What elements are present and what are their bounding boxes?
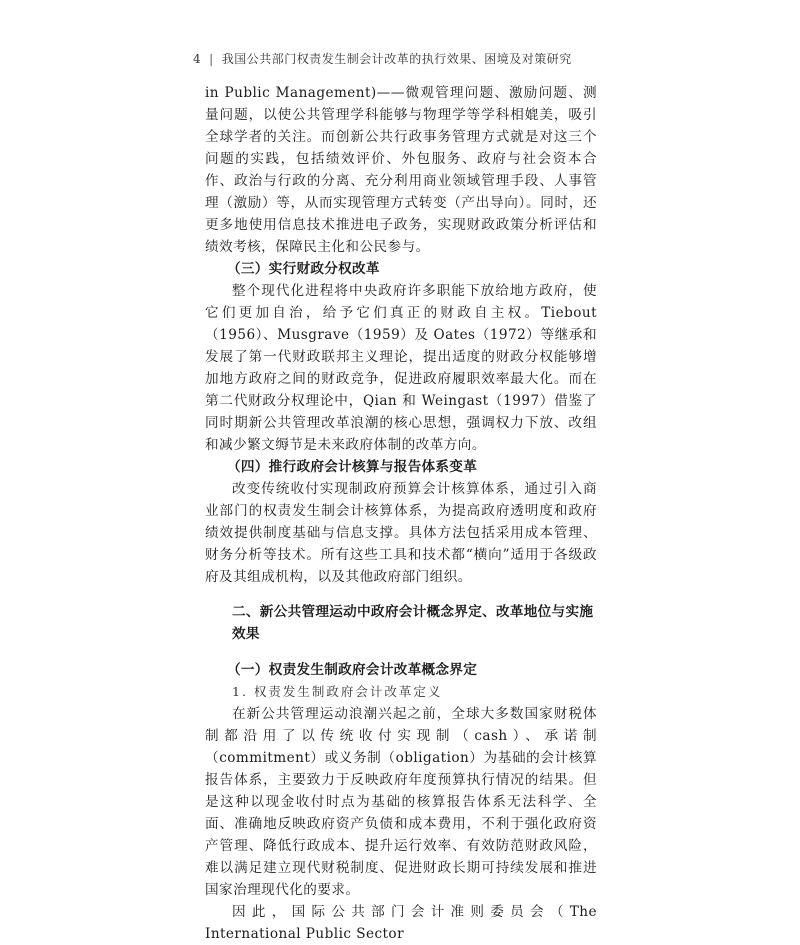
heading-accounting-reform: （四）推行政府会计核算与报告体系变革	[227, 459, 478, 475]
body-text	[205, 82, 597, 945]
heading-concept-definition: （一）权责发生制政府会计改革概念界定	[227, 662, 478, 678]
heading-fiscal-decentralization: （三）实行财政分权改革	[227, 261, 380, 277]
page-number: 4	[193, 52, 202, 66]
paragraph-accounting: 改变传统收付实现制政府预算会计核算体系，通过引入商业部门的权责发生制会计核算体系，为提高政府透明度和政府绩效提供制度基础与信息支撑。具体方法包括采用成本管理、财务分析等技术。所有这些工具和技术都“横向”适用于各级政府及其组成机构，以及其他政府部门组织。	[205, 481, 597, 585]
paragraph-ipsasb: 因此，国际公共部门会计准则委员会（The International Public Sector	[205, 904, 597, 942]
subheading-definition: 1. 权责发生制政府会计改革定义	[232, 684, 443, 699]
paragraph-definition: 在新公共管理运动浪潮兴起之前，全球大多数国家财税体制都沿用了以传统收付实现制（cash）、承诺制（commitment）或义务制（obligation）为基础的会计核算报告体系，主要致力于反映政府年度预算执行情况的结果。但是这种以现金收付时点为基础的核算报告体系无法科学、全面、准确地反映政府资产负债和成本费用，不利于强化政府资产管理、降低行政成本、提升运行效率、有效防范财政风险，难以满足建立现代财税制度、促进财政长期可持续发展和推进国家治理现代化的要求。	[205, 706, 597, 898]
paragraph-fiscal: 整个现代化进程将中央政府许多职能下放给地方政府，使它们更加自治，给予它们真正的财政自主权。Tiebout（1956）、Musgrave（1959）及 Oates（1972）等继承和发展了第一代财政联邦主义理论，提出适度的财政分权能够增加地方政府之间的财政竞争，促进政府履职效率最大化。而在第二代财政分权理论中，Qian 和 Weingast（1997）借鉴了同时期新公共管理改革浪潮的核心思想，强调权力下放、改组和减少繁文缛节是未来政府体制的改革方向。	[205, 283, 597, 453]
running-header	[193, 50, 572, 67]
header-separator: |	[209, 52, 214, 66]
paragraph-management: in Public Management)——微观管理问题、激励问题、测量问题，以使公共管理学科能够与物理学等学科相媲美，吸引全球学者的关注。而创新公共行政事务管理方式就是对这三个问题的实践，包括绩效评价、外包服务、政府与社会资本合作、政治与行政的分离、充分利用商业领域管理手段、人事管理（激励）等，从而实现管理方式转变（产出导向）。同时，还更多地使用信息技术推进电子政务，实现财政政策分析评估和绩效考核，保障民主化和公民参与。	[205, 85, 597, 255]
section-heading-2: 二、新公共管理运动中政府会计概念界定、改革地位与实施效果	[232, 604, 594, 642]
book-title: 我国公共部门权责发生制会计改革的执行效果、困境及对策研究	[221, 52, 572, 66]
